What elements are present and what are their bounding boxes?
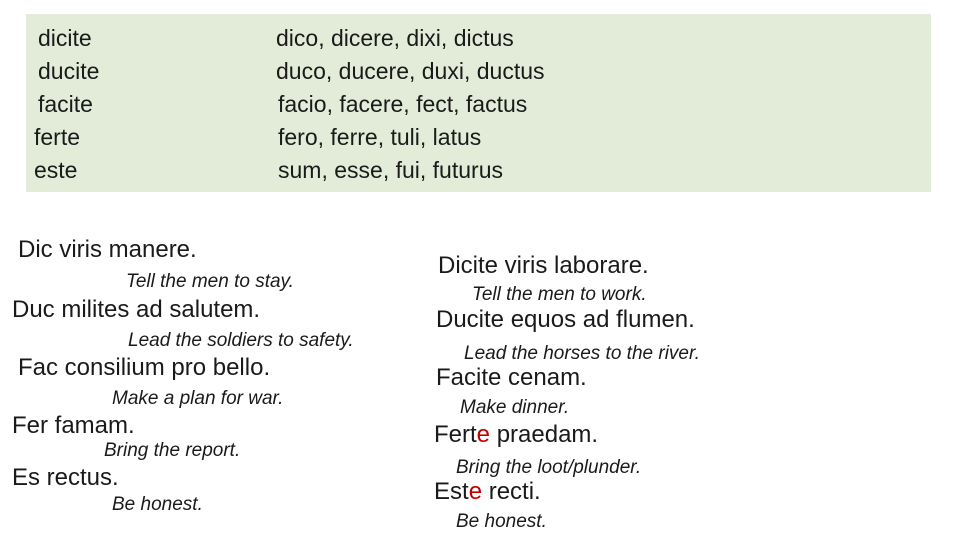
latin-rest: recti. xyxy=(482,478,541,505)
english-translation: Bring the loot/plunder. xyxy=(456,457,642,478)
english-translation: Be honest. xyxy=(112,494,203,515)
english-translation: Bring the report. xyxy=(104,440,241,461)
latin-sentence xyxy=(434,421,598,449)
imperative-ending: e xyxy=(476,421,491,448)
english-translation: Tell the men to stay. xyxy=(126,271,294,292)
latin-sentence: Dicite viris laborare. xyxy=(438,252,649,279)
imperative-ending: e xyxy=(468,478,483,505)
english-translation: Lead the soldiers to safety. xyxy=(128,330,354,351)
latin-sentence: Fac consilium pro bello. xyxy=(18,354,271,381)
principal-parts: facio, facere, fect, factus xyxy=(278,91,528,117)
imperative-form: dicite xyxy=(38,25,92,51)
english-translation: Lead the horses to the river. xyxy=(464,343,700,364)
latin-sentence: Es rectus. xyxy=(12,464,119,491)
imperative-form: este xyxy=(34,157,78,183)
principal-parts: fero, ferre, tuli, latus xyxy=(278,124,482,150)
latin-sentence: Fer famam. xyxy=(12,412,135,439)
latin-sentence: Ducite equos ad flumen. xyxy=(436,306,695,333)
latin-stem: Fert xyxy=(434,421,477,448)
principal-parts: duco, ducere, duxi, ductus xyxy=(276,58,545,84)
imperative-form: ferte xyxy=(34,124,81,150)
english-translation: Make a plan for war. xyxy=(112,388,284,409)
latin-sentence: Dic viris manere. xyxy=(18,236,197,263)
latin-sentence xyxy=(434,478,541,506)
latin-sentence: Facite cenam. xyxy=(436,364,587,391)
principal-parts: dico, dicere, dixi, dictus xyxy=(276,25,514,51)
latin-sentence: Duc milites ad salutem. xyxy=(12,296,261,323)
english-translation: Be honest. xyxy=(456,511,547,532)
latin-rest: praedam. xyxy=(490,421,599,448)
principal-parts: sum, esse, fui, futurus xyxy=(278,157,503,183)
imperative-form: ducite xyxy=(38,58,100,84)
imperative-form: facite xyxy=(38,91,93,117)
latin-stem: Est xyxy=(434,478,469,505)
english-translation: Tell the men to work. xyxy=(472,284,647,305)
english-translation: Make dinner. xyxy=(460,397,570,418)
